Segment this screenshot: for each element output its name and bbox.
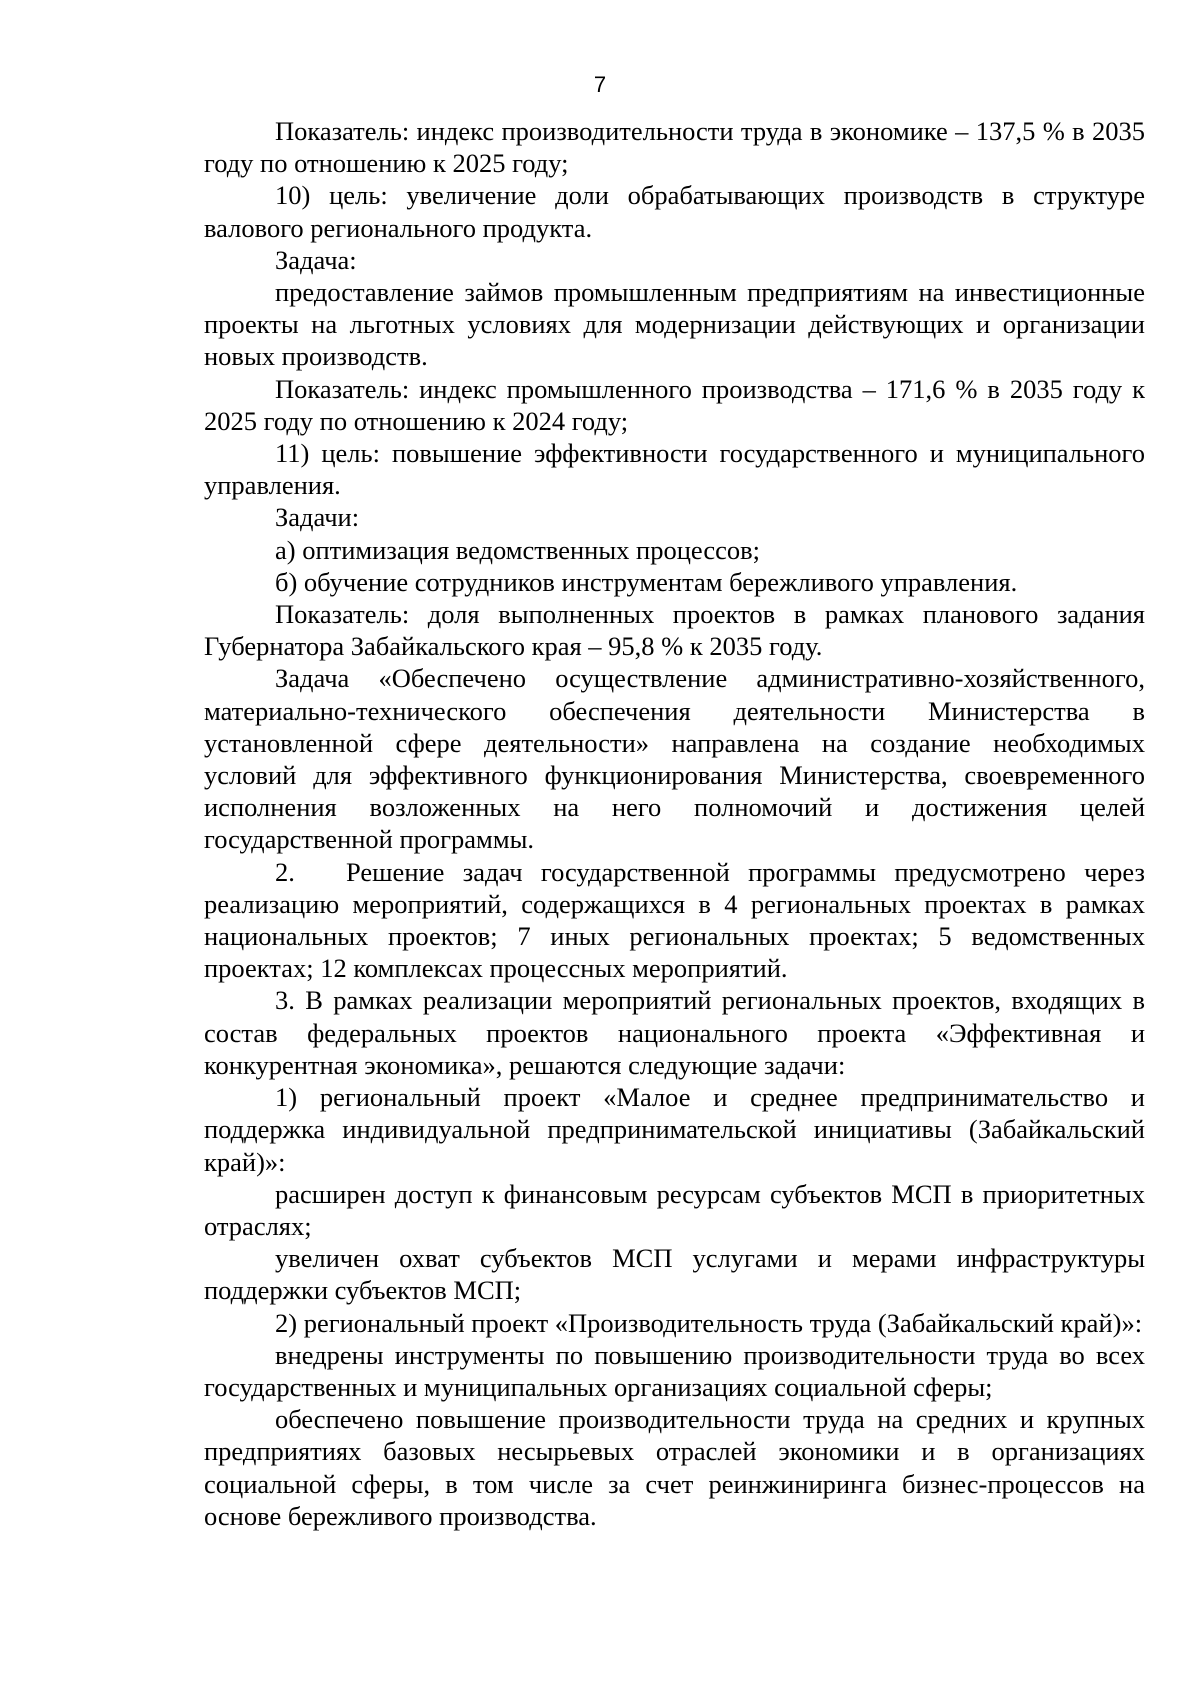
paragraph-goal-10: 10) цель: увеличение доли обрабатывающих производств в структуре валового регионального продукта.	[204, 180, 1145, 243]
document-body	[204, 115, 1145, 1532]
paragraph-project-productivity: 2) региональный проект «Производительность труда (Забайкальский край)»:	[275, 1307, 1143, 1338]
paragraph-item-3: 3. В рамках реализации мероприятий региональных проектов, входящих в состав федеральных проектов национального проекта «Эффективная и конкурентная экономика», решаются следующие задачи:	[204, 985, 1145, 1080]
paragraph-msp-financing: расширен доступ к финансовым ресурсам субъектов МСП в приоритетных отраслях;	[204, 1178, 1145, 1241]
paragraph-project-msp: 1) региональный проект «Малое и среднее предпринимательство и поддержка индивидуальной предпринимательской инициативы (Забайкальский край)»:	[204, 1082, 1145, 1177]
page-number: 7	[593, 72, 607, 97]
paragraph-task-a: а) оптимизация ведомственных процессов;	[275, 534, 760, 565]
paragraph-tasks-heading: Задачи:	[275, 502, 360, 533]
paragraph-item-2	[204, 856, 1145, 985]
paragraph-task-heading: Задача:	[275, 244, 357, 275]
paragraph-goal-11: 11) цель: повышение эффективности государственного и муниципального управления.	[204, 438, 1145, 501]
paragraph-msp-infrastructure: увеличен охват субъектов МСП услугами и мерами инфраструктуры поддержки субъектов МСП;	[204, 1243, 1145, 1306]
paragraph-indicator-labor-productivity: Показатель: индекс производительности труда в экономике – 137,5 % в 2035 году по отношению к 2025 году;	[204, 116, 1145, 179]
paragraph-indicator-industrial-production: Показатель: индекс промышленного производства – 171,6 % в 2035 году к 2025 году по отношению к 2024 году;	[204, 373, 1145, 436]
paragraph-productivity-tools: внедрены инструменты по повышению производительности труда во всех государственных и муниципальных организациях социальной сферы;	[204, 1339, 1145, 1402]
paragraph-task-ministry-support: Задача «Обеспечено осуществление административно-хозяйственного, материально-технического обеспечения деятельности Министерства в установленной сфере деятельности» направлена на создание необходимых условий для эффективного функционирования Министерства, своевременного исполнения возложенных на него полномочий и достижения целей государственной программы.	[204, 663, 1145, 855]
item-2-number: 2.	[275, 856, 295, 887]
item-2-text: Решение задач государственной программы предусмотрено через реализацию мероприятий, содержащихся в 4 региональных проектах в рамках национальных проектов; 7 иных региональных проектах; 5 ведомственных проектах; 12 комплексах процессных мероприятий.	[204, 856, 1145, 984]
paragraph-task-b: б) обучение сотрудников инструментам бережливого управления.	[275, 566, 1018, 597]
paragraph-indicator-projects-share: Показатель: доля выполненных проектов в рамках планового задания Губернатора Забайкальского края – 95,8 % к 2035 году.	[204, 599, 1145, 662]
paragraph-productivity-enterprises: обеспечено повышение производительности труда на средних и крупных предприятиях базовых несырьевых отраслей экономики и в организациях социальной сферы, в том числе за счет реинжиниринга бизнес-процессов на основе бережливого производства.	[204, 1404, 1145, 1531]
paragraph-task-loans: предоставление займов промышленным предприятиям на инвестиционные проекты на льготных условиях для модернизации действующих и организации новых производств.	[204, 277, 1145, 372]
